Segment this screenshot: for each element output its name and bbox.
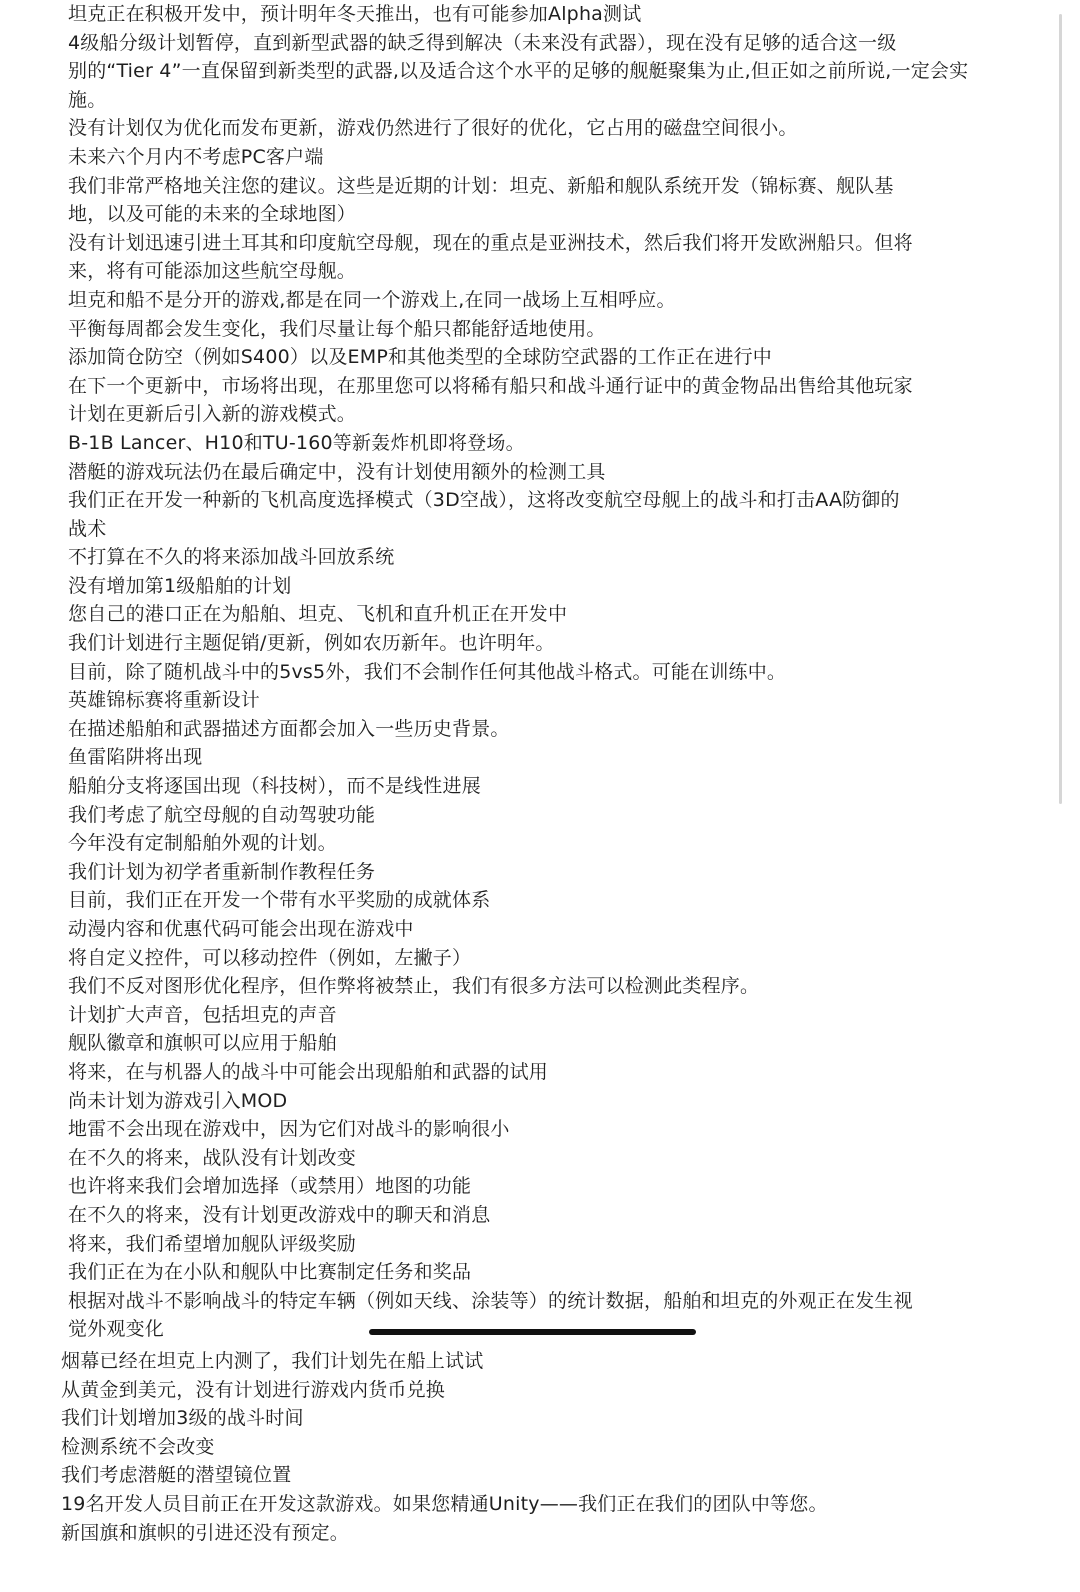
text-line: 目前，我们正在开发一个带有水平奖励的成就体系	[68, 889, 491, 912]
text-line: 英雄锦标赛将重新设计	[68, 689, 261, 712]
text-line: 我们计划增加3级的战斗时间	[61, 1407, 304, 1430]
text-line: 根据对战斗不影响战斗的特定车辆（例如天线、涂装等）的统计数据，船舶和坦克的外观正在发生视	[68, 1289, 913, 1312]
text-line: 战术	[68, 517, 107, 540]
text-line: 平衡每周都会发生变化，我们尽量让每个船只都能舒适地使用。	[68, 317, 606, 340]
scrollbar-thumb[interactable]	[1059, 14, 1062, 804]
text-line: 来，将有可能添加这些航空母舰。	[68, 260, 357, 283]
text-line: 舰队徽章和旗帜可以应用于船舶	[68, 1032, 337, 1055]
text-line: 我们正在开发一种新的飞机高度选择模式（3D空战），这将改变航空母舰上的战斗和打击AA防御的	[68, 489, 900, 512]
text-line: 您自己的港口正在为船舶、坦克、飞机和直升机正在开发中	[68, 603, 568, 626]
text-line: 鱼雷陷阱将出现	[68, 746, 203, 769]
text-line: 坦克正在积极开发中，预计明年冬天推出，也有可能参加Alpha测试	[68, 3, 642, 25]
text-line: 从黄金到美元，没有计划进行游戏内货币兑换	[61, 1378, 446, 1401]
text-line: 没有计划迅速引进土耳其和印度航空母舰，现在的重点是亚洲技术，然后我们将开发欧洲船只。但将	[68, 231, 913, 254]
text-line: 在描述船舶和武器描述方面都会加入一些历史背景。	[68, 717, 510, 740]
text-line: 别的“Tier 4”一直保留到新类型的武器,以及适合这个水平的足够的舰艇聚集为止,但正如之前所说,一定会实	[68, 60, 969, 83]
text-line: 潜艇的游戏玩法仍在最后确定中，没有计划使用额外的检测工具	[68, 460, 606, 483]
text-line: 我们考虑了航空母舰的自动驾驶功能	[68, 803, 376, 826]
text-line: 添加筒仓防空（例如S400）以及EMP和其他类型的全球防空武器的工作正在进行中	[68, 346, 772, 369]
text-line: 将来，在与机器人的战斗中可能会出现船舶和武器的试用	[68, 1060, 549, 1083]
text-line: 尚未计划为游戏引入MOD	[68, 1089, 288, 1112]
text-line: 不打算在不久的将来添加战斗回放系统	[68, 546, 395, 569]
text-line: 坦克和船不是分开的游戏,都是在同一个游戏上,在同一战场上互相呼应。	[68, 288, 676, 311]
text-line: 计划在更新后引入新的游戏模式。	[68, 403, 357, 426]
text-line: 未来六个月内不考虑PC客户端	[68, 145, 324, 168]
text-line: 觉外观变化	[68, 1318, 165, 1341]
text-line: 4级船分级计划暂停，直到新型武器的缺乏得到解决（未来没有武器），现在没有足够的适合这一级	[68, 31, 897, 54]
text-line: 检测系统不会改变	[61, 1435, 215, 1458]
text-line: 烟幕已经在坦克上内测了，我们计划先在船上试试	[61, 1350, 484, 1372]
text-line: 没有增加第1级船舶的计划	[68, 574, 292, 597]
text-line: 地雷不会出现在游戏中，因为它们对战斗的影响很小	[68, 1118, 510, 1141]
text-line: 新国旗和旗帜的引进还没有预定。	[61, 1521, 350, 1544]
text-line: 19名开发人员目前正在开发这款游戏。如果您精通Unity——我们正在我们的团队中等您。	[61, 1492, 828, 1515]
text-line: 在不久的将来，没有计划更改游戏中的聊天和消息	[68, 1203, 491, 1226]
text-line: 我们考虑潜艇的潜望镜位置	[61, 1464, 292, 1487]
text-line: B-1B Lancer、H10和TU-160等新轰炸机即将登场。	[68, 431, 525, 454]
text-line: 在下一个更新中，市场将出现，在那里您可以将稀有船只和战斗通行证中的黄金物品出售给其他玩家	[68, 374, 913, 397]
text-line: 今年没有定制船舶外观的计划。	[68, 832, 337, 855]
text-line: 将来，我们希望增加舰队评级奖励	[68, 1232, 357, 1255]
text-line: 地，以及可能的未来的全球地图）	[68, 203, 357, 226]
text-line: 目前，除了随机战斗中的5vs5外，我们不会制作任何其他战斗格式。可能在训练中。	[68, 660, 787, 683]
text-line: 动漫内容和优惠代码可能会出现在游戏中	[68, 918, 414, 940]
text-line: 也许将来我们会增加选择（或禁用）地图的功能	[68, 1175, 472, 1198]
notes-section-top	[68, 0, 998, 1344]
text-line: 计划扩大声音，包括坦克的声音	[68, 1003, 337, 1026]
text-line: 将自定义控件，可以移动控件（例如，左撇子）	[68, 946, 472, 969]
text-line: 我们计划进行主题促销/更新，例如农历新年。也许明年。	[68, 632, 555, 655]
notes-section-bottom	[61, 1347, 991, 1547]
home-indicator-bar	[369, 1329, 696, 1335]
text-line: 我们计划为初学者重新制作教程任务	[68, 860, 376, 883]
text-line: 没有计划仅为优化而发布更新，游戏仍然进行了很好的优化，它占用的磁盘空间很小。	[68, 117, 798, 140]
text-line: 施。	[68, 88, 107, 111]
text-line: 我们不反对图形优化程序，但作弊将被禁止，我们有很多方法可以检测此类程序。	[68, 975, 760, 998]
text-line: 船舶分支将逐国出现（科技树），而不是线性进展	[68, 775, 481, 798]
text-line: 我们正在为在小队和舰队中比赛制定任务和奖品	[68, 1261, 472, 1284]
text-line: 我们非常严格地关注您的建议。这些是近期的计划：坦克、新船和舰队系统开发（锦标赛、舰队基	[68, 174, 894, 197]
text-line: 在不久的将来，战队没有计划改变	[68, 1146, 357, 1169]
